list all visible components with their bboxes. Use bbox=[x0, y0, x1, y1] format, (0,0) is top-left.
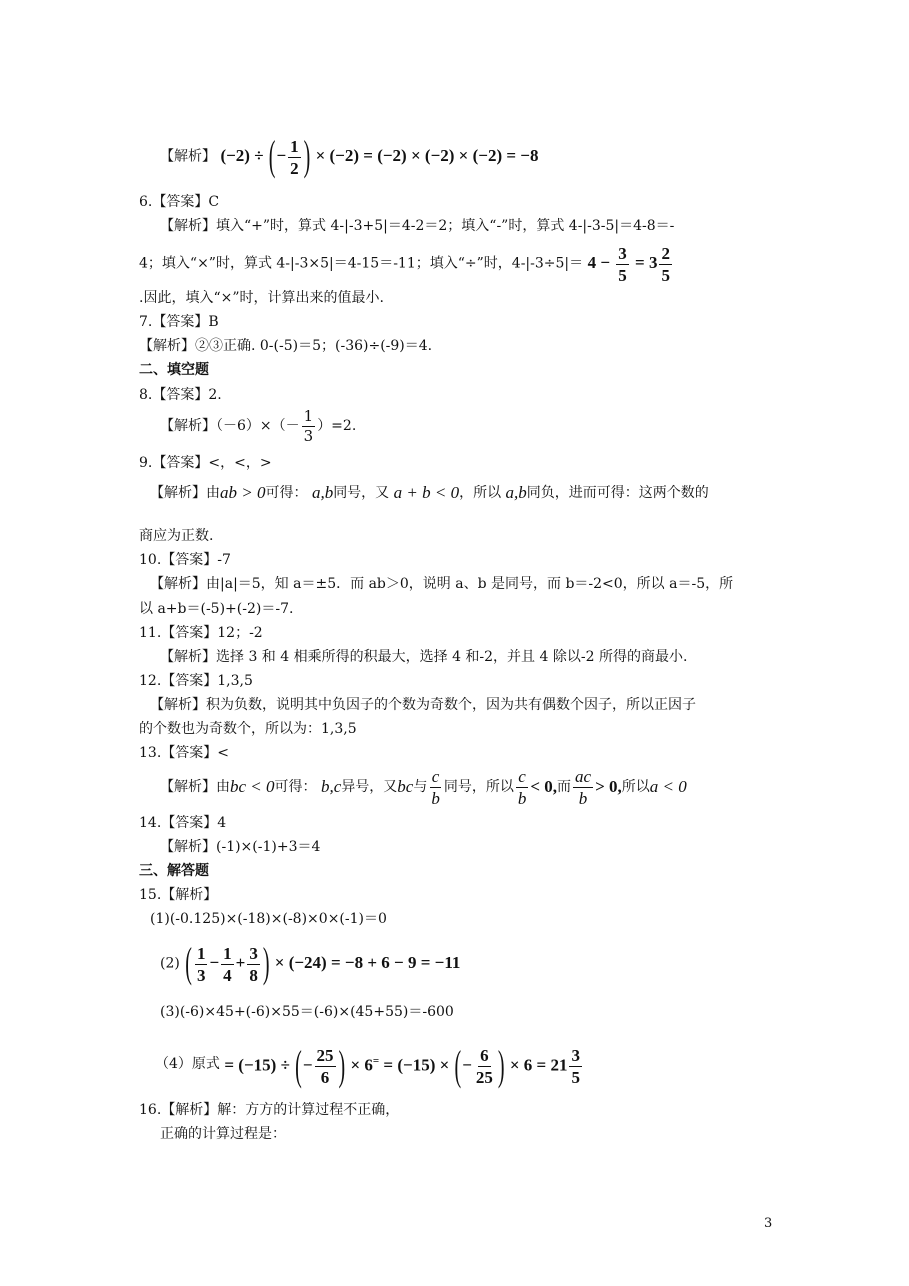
q5-analysis bbox=[160, 134, 539, 179]
q6-analysis-line1: 【解析】填入“+”时，算式 4-|-3+5|＝4-2＝2；填入“-”时，算式 4-|-3-5|＝4-8＝- bbox=[160, 218, 675, 234]
q12-analysis-line1: 【解析】积为负数，说明其中负因子的个数为奇数个，因为共有偶数个因子，所以正因子 bbox=[150, 697, 696, 713]
q8-analysis: 【解析】（－6）×（－ $\frac{1}{3}$ ）=2. bbox=[160, 406, 357, 445]
q12-answer: 12.【答案】1,3,5 bbox=[139, 673, 253, 689]
q5-expr: (−2) ÷ (− $\frac{1}{2}$ ) × (−2) = (−2) × (−2) × (−2) = −8 bbox=[220, 133, 539, 181]
q14-answer: 14.【答案】4 bbox=[139, 815, 227, 831]
q11-answer: 11.【答案】12；-2 bbox=[139, 625, 263, 641]
page-number: 3 bbox=[764, 1216, 773, 1231]
q6-answer: 6.【答案】C bbox=[139, 194, 220, 210]
q5-tag: 【解析】 bbox=[160, 148, 216, 165]
section-fill-in: 二、填空题 bbox=[139, 362, 209, 378]
q16-line1: 正确的计算过程是： bbox=[160, 1126, 286, 1142]
q7-answer: 7.【答案】B bbox=[139, 314, 219, 330]
q16-title: 16.【解析】解：方方的计算过程不正确， bbox=[139, 1102, 400, 1118]
q10-analysis-line2: 以 a+b＝(-5)+(-2)＝-7. bbox=[139, 601, 294, 617]
section-solutions: 三、解答题 bbox=[139, 863, 209, 879]
q9-answer: 9.【答案】<，<，> bbox=[139, 455, 272, 471]
q7-analysis: 【解析】②③正确. 0-(-5)＝5；(-36)÷(-9)＝4. bbox=[139, 338, 433, 354]
q15-part1: (1)(-0.125)×(-18)×(-8)×0×(-1)＝0 bbox=[150, 911, 387, 927]
q15-part4: （4）原式 = (−15) ÷ (− $\frac{25}{6}$ ) × 6= = (−15) × (− $\frac{6}{25}$ ) × 6 = 21 $\frac{3}{5}$ bbox=[155, 1043, 580, 1090]
q15-part2: (2) ( $\frac{1}{3}$ − $\frac{1}{4}$ + $\frac{3}{8}$ ) × (−24) = −8 + 6 − 9 = −11 bbox=[160, 940, 461, 988]
q13-answer: 13.【答案】< bbox=[139, 745, 229, 761]
q11-analysis: 【解析】选择 3 和 4 相乘所得的积最大，选择 4 和-2，并且 4 除以-2 所得的商最小. bbox=[160, 649, 688, 665]
q12-analysis-line2: 的个数也为奇数个，所以为：1,3,5 bbox=[139, 721, 357, 737]
q6-analysis-line2: 4；填入“×”时，算式 4-|-3×5|＝4-15＝-11；填入“÷”时，4-|-3÷5|＝ 4 − $\frac{3}{5}$ = 3 $\frac{2}{5}$ bbox=[139, 243, 670, 285]
q14-analysis: 【解析】(-1)×(-1)+3＝4 bbox=[160, 839, 321, 855]
q9-analysis-line1: 【解析】由ab > 0可得： a,b同号，又 a + b < 0，所以 a,b同负，进而可得：这两个数的 bbox=[150, 483, 709, 502]
q15-title: 15.【解析】 bbox=[139, 887, 218, 903]
q6-analysis-line3: .因此，填入“×”时，计算出来的值最小. bbox=[139, 290, 384, 306]
q15-part3: (3)(-6)×45+(-6)×55＝(-6)×(45+55)＝-600 bbox=[160, 1004, 454, 1020]
q10-answer: 10.【答案】-7 bbox=[139, 552, 231, 568]
q10-analysis-line1: 【解析】由|a|＝5，知 a＝±5．而 ab＞0，说明 a、b 是同号，而 b＝-2<0，所以 a＝-5，所 bbox=[150, 576, 734, 592]
q9-analysis-line2: 商应为正数. bbox=[139, 528, 214, 544]
q8-answer: 8.【答案】2. bbox=[139, 387, 222, 403]
q13-analysis: 【解析】由bc < 0可得： b,c异号，又bc与 $\frac{c}{b}$ 同号，所以 $\frac{c}{b}$ < 0,而 $\frac{ac}{b}$ > 0,所以a < 0 bbox=[160, 766, 687, 808]
